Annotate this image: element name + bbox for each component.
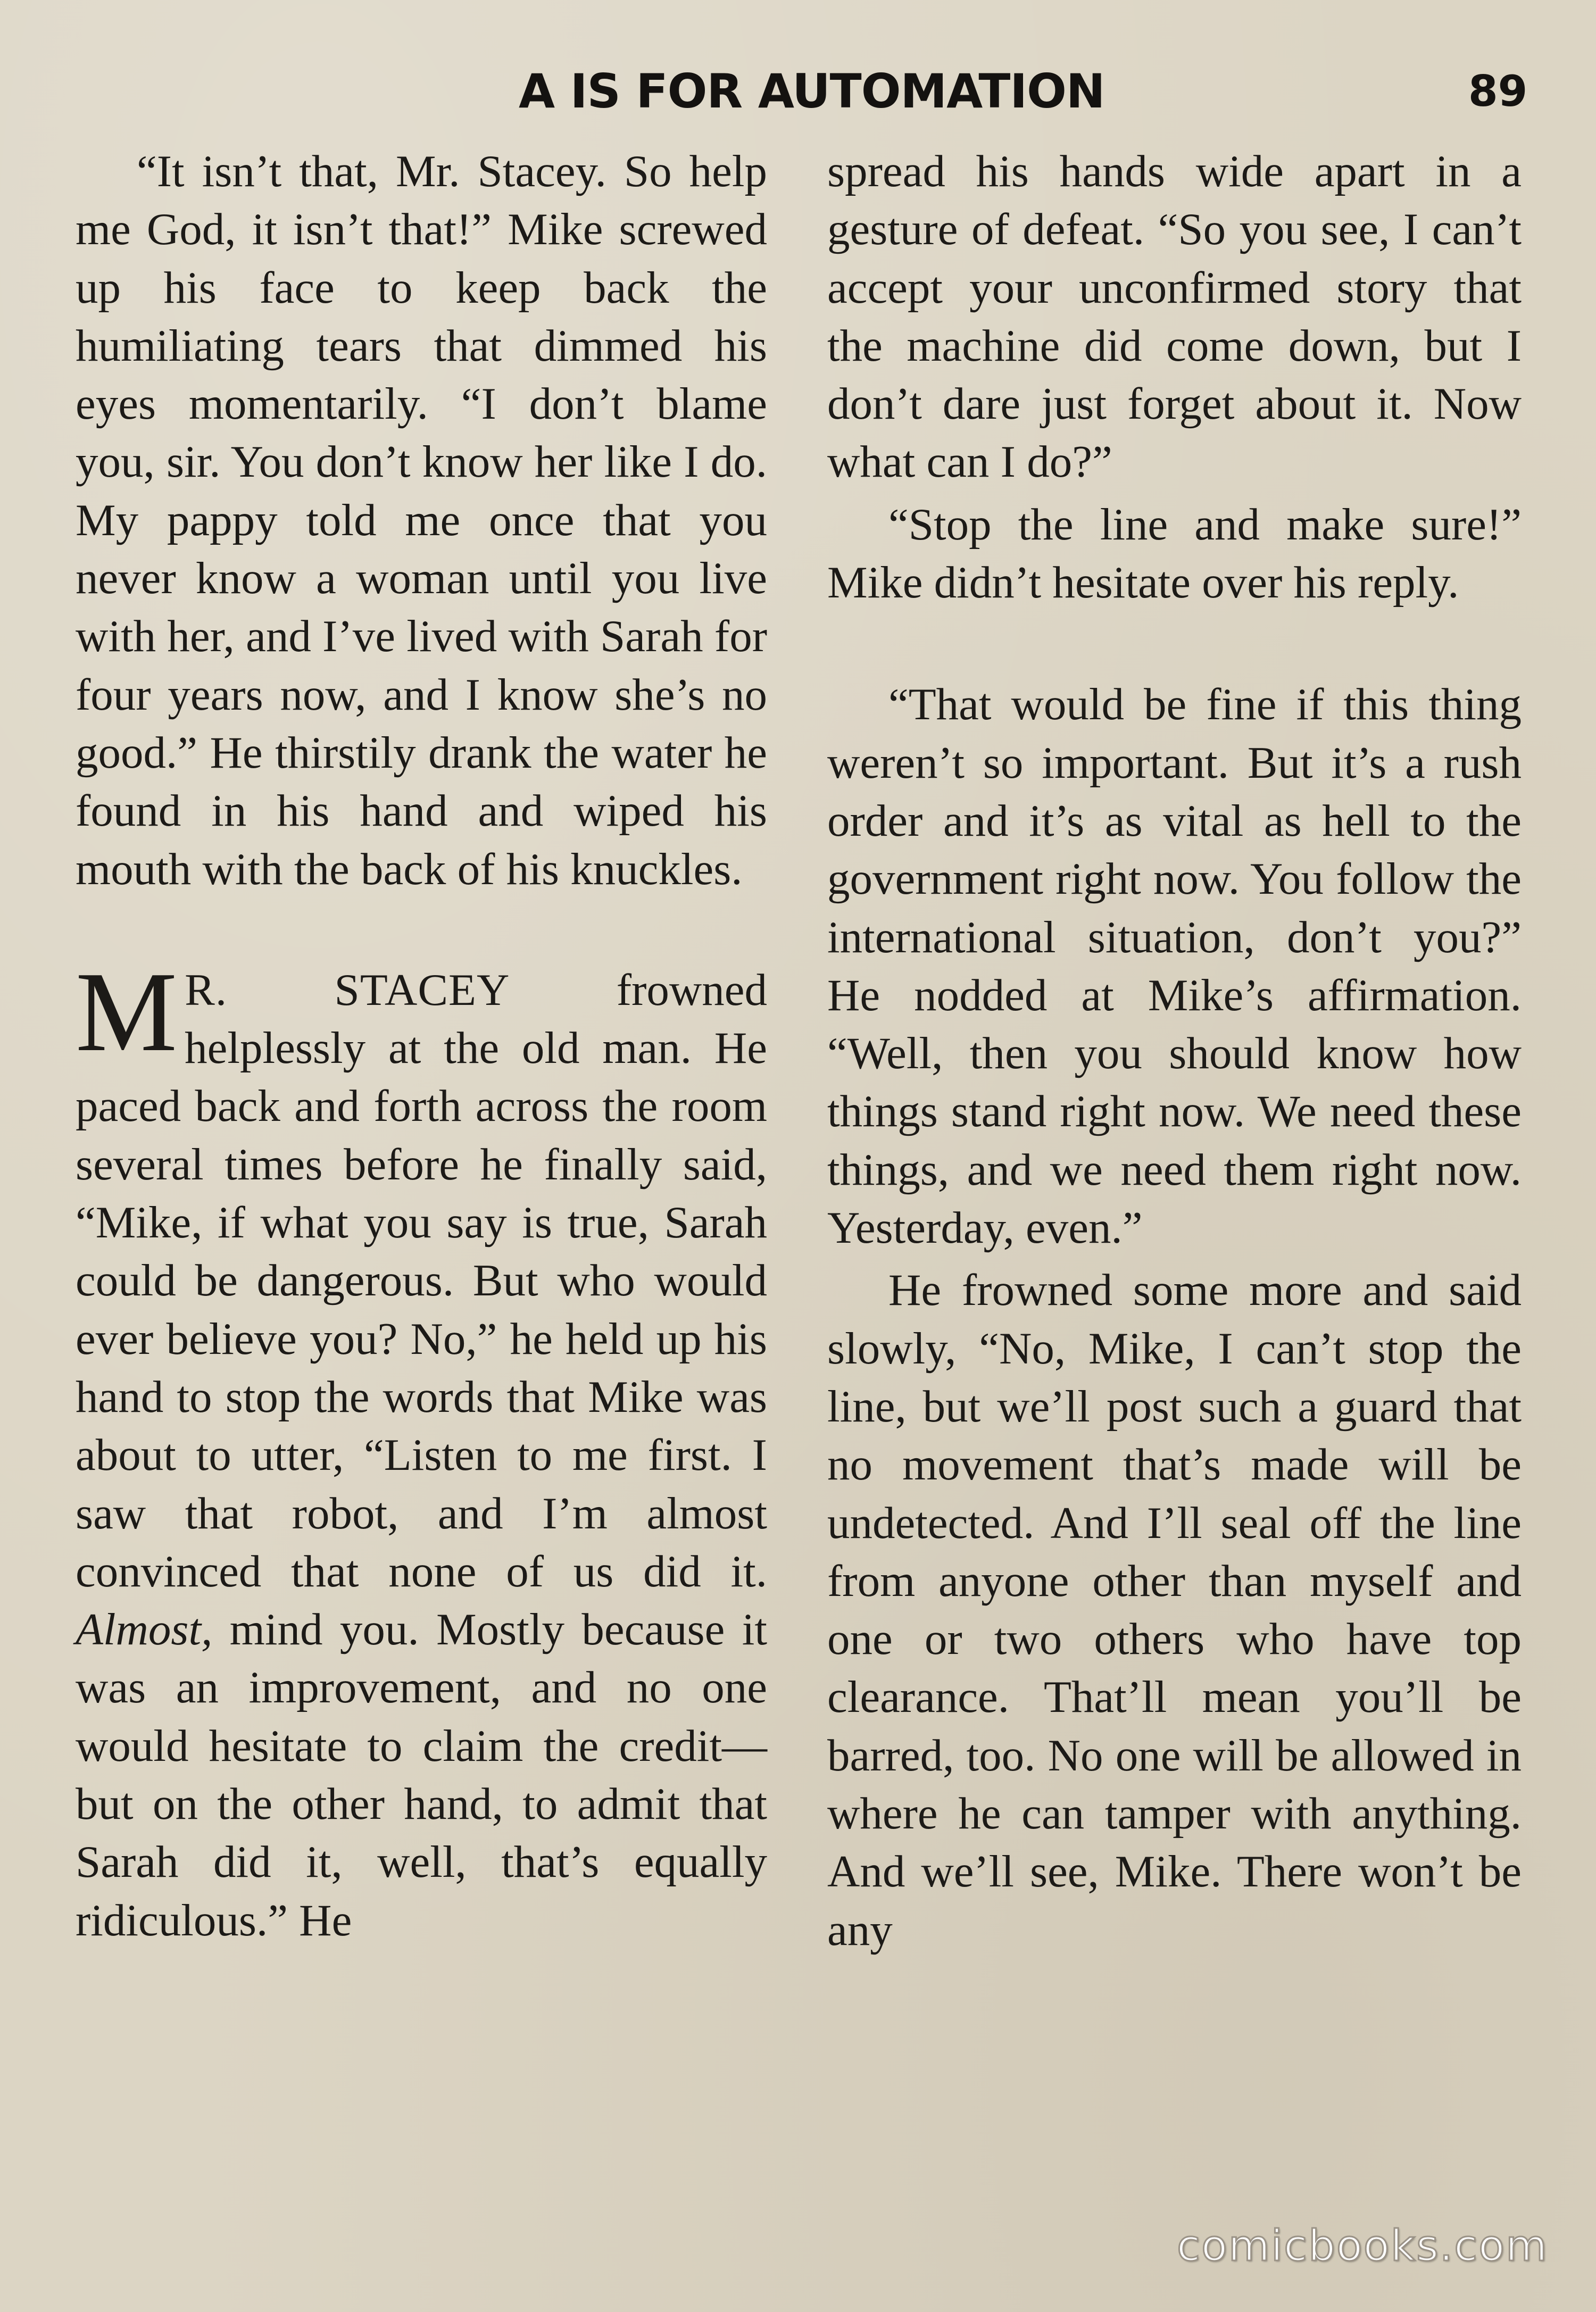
section-break bbox=[827, 612, 1522, 676]
paragraph-text: mind you. Mostly because it was an improvement, and no one would hesitate to claim the credit—but on the other hand, to admit that Sarah did it, well, that’s equally ridiculous.” He bbox=[76, 1604, 767, 1945]
small-caps-lead: R. STACEY bbox=[185, 964, 510, 1015]
paragraph: “That would be fine if this thing weren’t so important. But it’s a rush order and it’s as vital as hell to the government right now. You follow the international situation, don’t you?” He nodded at Mike’s affirmation. “Well, then you should know how things stand right now. We need these things, and we need them right now. Yesterday, even.” bbox=[827, 679, 1522, 1253]
page-number: 89 bbox=[1468, 66, 1528, 116]
left-column bbox=[76, 143, 767, 1950]
paragraph-text: frowned helplessly at the old man. He paced back and forth across the room several times before he finally said, “Mike, if what you say is true, Sarah could be dangerous. But who would ever believe you? No,” he held up his hand to stop the words that Mike was about to utter, “Listen to me first. I saw that robot, and I’m almost convinced that none of us did it. bbox=[76, 964, 767, 1596]
running-title: A IS FOR AUTOMATION bbox=[519, 64, 1105, 119]
paragraph: He frowned some more and said slowly, “No, Mike, I can’t stop the line, but we’ll post such a guard that no movement that’s made will be undetected. And I’ll seal off the line from anyone other than myself and one or two others who have top clearance. That’ll mean you’ll be barred, too. No one will be allowed in where he can tamper with anything. And we’ll see, Mike. There won’t be any bbox=[827, 1265, 1522, 1955]
drop-cap: M bbox=[76, 947, 178, 1075]
paragraph: spread his hands wide apart in a gesture of defeat. “So you see, I can’t accept your unconfirmed story that the machine did come down, but I don’t dare just forget about it. Now what can I do?” bbox=[827, 146, 1522, 487]
section-break bbox=[76, 899, 767, 961]
paragraph-with-dropcap bbox=[76, 947, 767, 1950]
right-column bbox=[827, 143, 1522, 1959]
page-header bbox=[0, 60, 1596, 123]
paragraph: “Stop the line and make sure!” Mike didn’t hesitate over his reply. bbox=[827, 499, 1522, 608]
italic-word: Almost, bbox=[76, 1604, 213, 1655]
paragraph-gap bbox=[827, 492, 1522, 496]
watermark: comicbooks.com bbox=[1177, 2221, 1549, 2271]
paragraph-gap bbox=[827, 1257, 1522, 1261]
paragraph: “It isn’t that, Mr. Stacey. So help me God, it isn’t that!” Mike screwed up his face to keep back the humiliating tears that dimmed his eyes momentarily. “I don’t blame you, sir. You don’t know her like I do. My pappy told me once that you never know a woman until you live with her, and I’ve lived with Sarah for four years now, and I know she’s no good.” He thirstily drank the water he found in his hand and wiped his mouth with the back of his knuckles. bbox=[76, 146, 767, 894]
